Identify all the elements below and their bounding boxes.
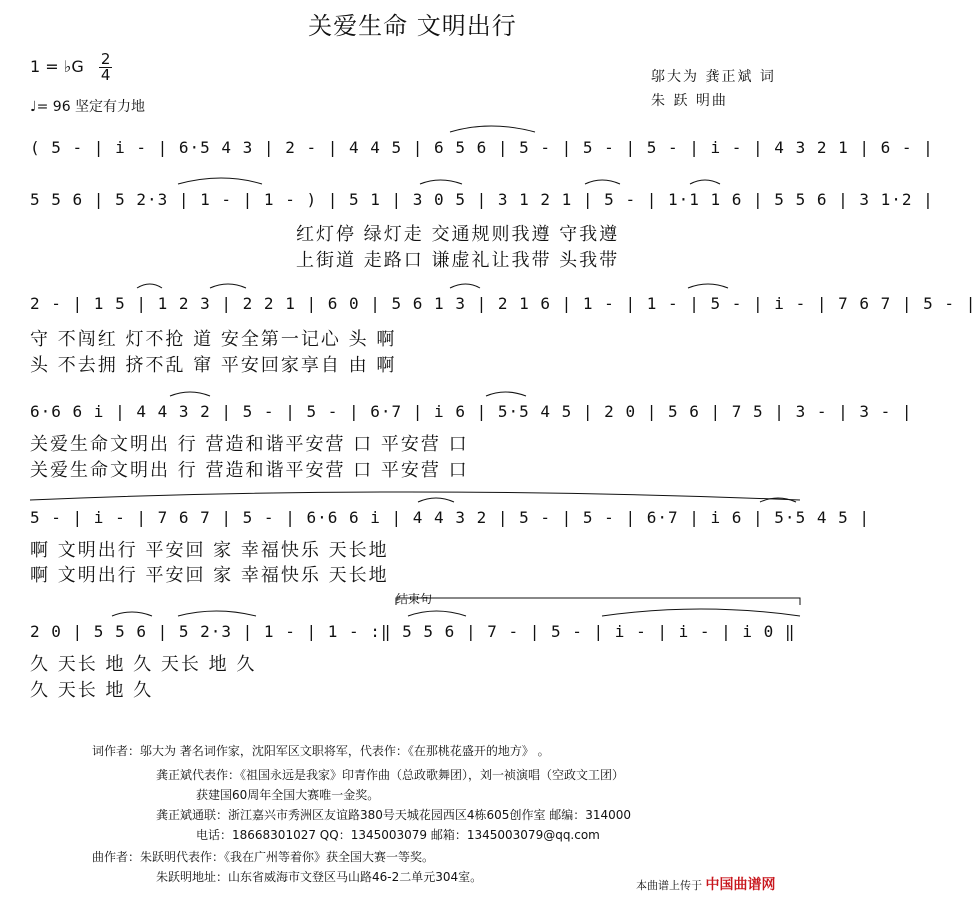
lyric-line-4a: 关爱生命文明出 行 营造和谐平安营 口 平安营 口: [30, 434, 469, 455]
slur-arc: [178, 178, 262, 184]
page-title: 关爱生命 文明出行: [308, 12, 517, 40]
slur-arc: [137, 284, 162, 288]
footer-line-1: 词作者：邬大为 著名词作家，沈阳军区文职将军，代表作：《在那桃花盛开的地方》 。: [92, 744, 550, 758]
footer-line-5: 电话：18668301027 QQ：1345003079 邮箱：1345003079@qq.com: [196, 828, 600, 842]
slur-arc: [418, 498, 454, 502]
lyric-line-6b: 久 天长 地 久: [30, 680, 154, 701]
slur-arc: [585, 180, 620, 184]
footer-line-6: 曲作者：朱跃明代表作：《我在广州等着你》获全国大赛一等奖。: [92, 850, 435, 864]
key-prefix: 1 =: [30, 57, 64, 76]
tempo-marking: ♩= 96 坚定有力地: [30, 99, 146, 115]
upload-note-text: 本曲谱上传于: [636, 879, 702, 892]
upload-note: [636, 874, 776, 894]
lyricist-credit: 邬大为 龚正斌 词: [651, 69, 776, 85]
ending-label: 结束句: [396, 592, 433, 606]
staff-line-5: 5 - | i - | 7 6 7 | 5 - | 6·6 6 i | 4 4 3 2 | 5 - | 5 - | 6·7 | i 6 | 5·5 4 5 |: [30, 508, 870, 527]
lyric-line-5a: 啊 文明出行 平安回 家 幸福快乐 天长地: [30, 540, 389, 561]
staff-line-6: 2 0 | 5 5 6 | 5 2·3 | 1 - | 1 - :‖ 5 5 6 | 7 - | 5 - | i - | i - | i 0 ‖: [30, 622, 796, 641]
slur-arc: [30, 492, 800, 500]
staff-line-1: ( 5 - | i - | 6·5 4 3 | 2 - | 4 4 5 | 6 5 6 | 5 - | 5 - | 5 - | i - | 4 3 2 1 | 6 - |: [30, 138, 934, 157]
footer-line-2: 龚正斌代表作：《祖国永远是我家》印青作曲（总政歌舞团），刘一祯演唱（空政文工团）: [156, 768, 625, 782]
lyric-line-5b: 啊 文明出行 平安回 家 幸福快乐 天长地: [30, 565, 389, 586]
staff-line-2: 5 5 6 | 5 2·3 | 1 - | 1 - ) | 5 1 | 3 0 5 | 3 1 2 1 | 5 - | 1·1 1 6 | 5 5 6 | 3 1·2 |: [30, 190, 934, 209]
slur-arc: [170, 392, 210, 396]
time-bottom: 4: [100, 66, 111, 84]
lyric-line-2a: 红灯停 绿灯走 交通规则我遵 守我遵: [296, 224, 620, 245]
lyric-line-6a: 久 天长 地 久 天长 地 久: [30, 654, 257, 675]
lyric-line-3b: 头 不去拥 挤不乱 窜 平安回家享自 由 啊: [30, 355, 397, 376]
lyric-line-2b: 上街道 走路口 谦虚礼让我带 头我带: [296, 250, 620, 271]
staff-line-4: 6·6 6 i | 4 4 3 2 | 5 - | 5 - | 6·7 | i 6 | 5·5 4 5 | 2 0 | 5 6 | 7 5 | 3 - | 3 - |: [30, 402, 913, 421]
slur-arc: [210, 284, 246, 288]
key-tonic: ♭G: [63, 57, 84, 76]
footer-line-7: 朱跃明地址：山东省威海市文登区马山路46-2二单元304室。: [156, 870, 483, 884]
slur-arc: [408, 611, 466, 616]
slur-arc: [450, 284, 480, 288]
footer-line-3: 获建国60周年全国大赛唯一金奖。: [196, 788, 380, 802]
slur-arc: [420, 180, 462, 184]
slur-arc: [450, 126, 535, 132]
site-logo: 中国曲谱网: [705, 877, 776, 893]
slur-arc: [602, 609, 800, 616]
slur-arc: [112, 612, 152, 616]
lyric-line-4b: 关爱生命文明出 行 营造和谐平安营 口 平安营 口: [30, 460, 469, 481]
ending-bracket: [396, 598, 800, 605]
time-top: 2: [100, 50, 111, 68]
slur-arc: [486, 392, 526, 396]
slur-arc: [688, 284, 728, 288]
staff-line-3: 2 - | 1 5 | 1 2 3 | 2 2 1 | 6 0 | 5 6 1 3 | 2 1 6 | 1 - | 1 - | 5 - | i - | 7 6 7 | 5 - |: [30, 294, 976, 313]
lyric-line-3a: 守 不闯红 灯不抢 道 安全第一记心 头 啊: [30, 329, 397, 350]
slur-arc: [690, 180, 720, 184]
composer-credit: 朱 跃 明曲: [651, 93, 728, 109]
slur-arc: [178, 611, 256, 616]
footer-line-4: 龚正斌通联：浙江嘉兴市秀洲区友谊路380号天城花园西区4栋605创作室 邮编：314000: [156, 808, 632, 822]
